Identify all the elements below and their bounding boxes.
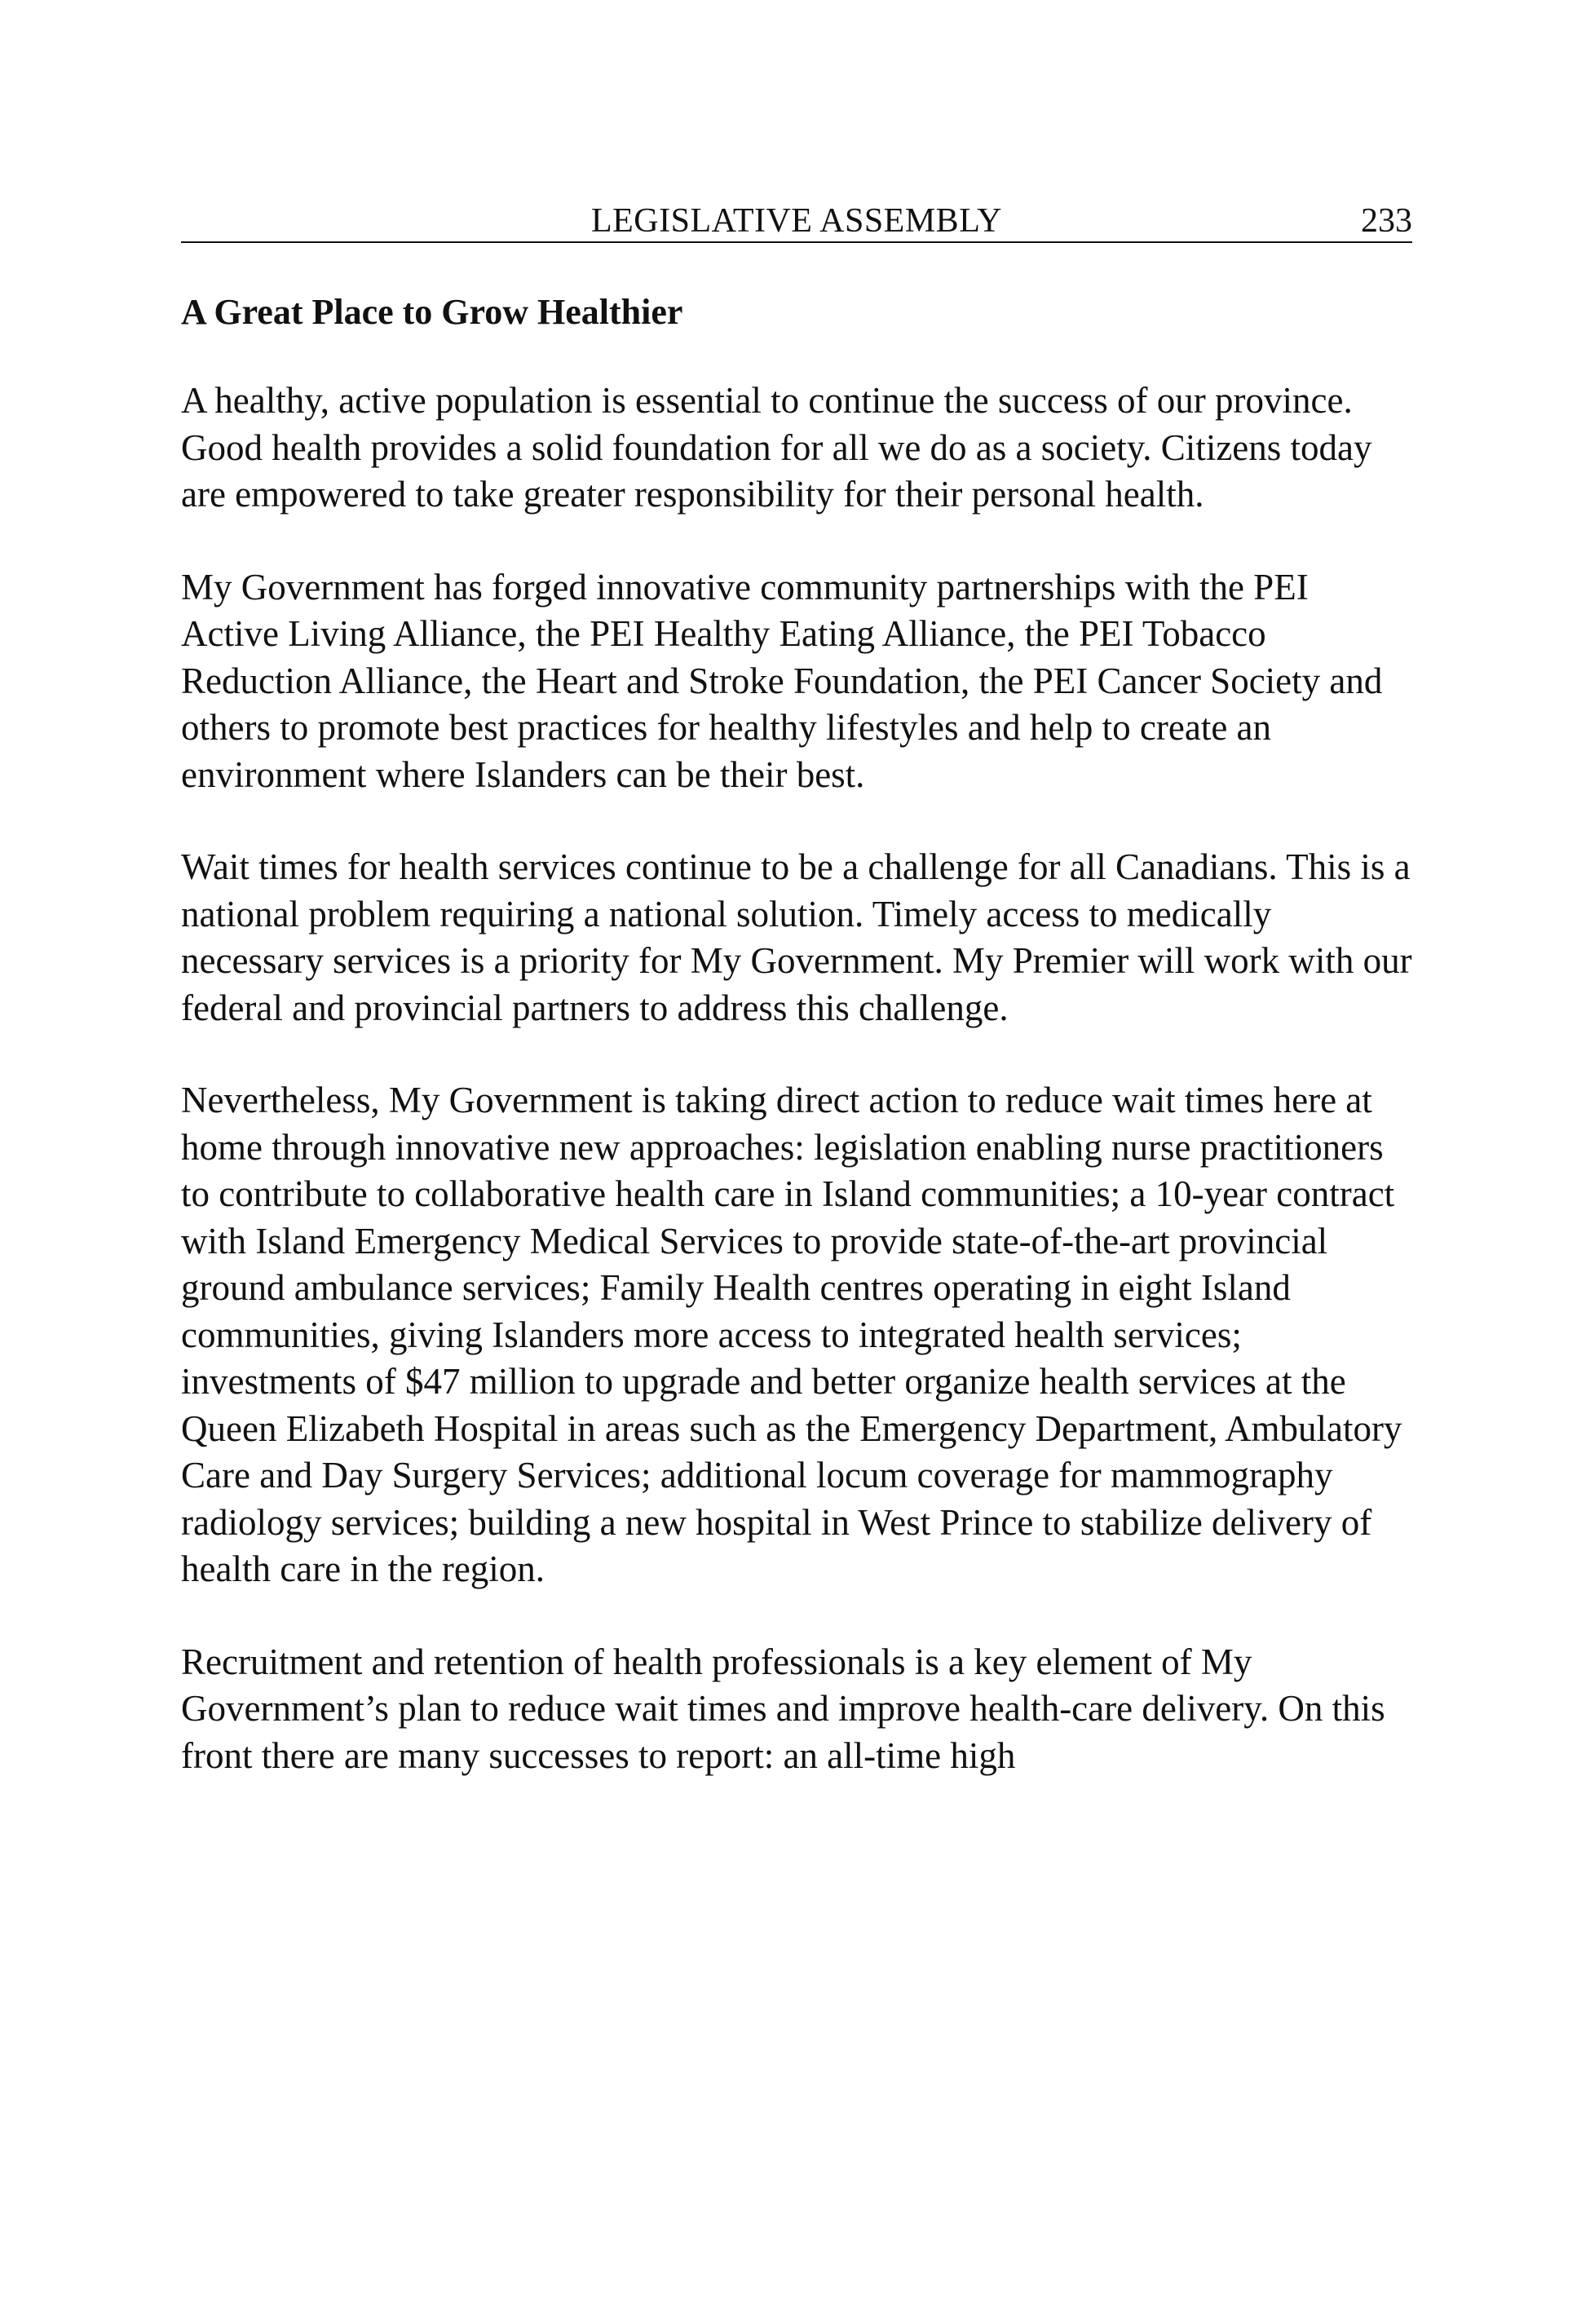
document-body (181, 289, 1412, 1825)
page-number: 233 (1361, 202, 1412, 240)
document-page (181, 0, 1412, 2324)
paragraph: Nevertheless, My Government is taking direct action to reduce wait times here at home through innovative new approaches: legislation enabling nurse practitioners to contribute to collaborative health care in Island communities; a 10-year contract with Island Emergency Medical Services to provide state-of-the-art provincial ground ambulance services; Family Health centres operating in eight Island communities, giving Islanders more access to integrated health services; investments of $47 million to upgrade and better organize health services at the Queen Elizabeth Hospital in areas such as the Emergency Department, Ambulatory Care and Day Surgery Services; additional locum coverage for mammography radiology services; building a new hospital in West Prince to stabilize delivery of health care in the region. (181, 1080, 1402, 1589)
running-header (181, 201, 1412, 243)
paragraph: Recruitment and retention of health professionals is a key element of My Government’s plan to reduce wait times and improve health-care delivery. On this front there are many successes to report: an all-time high (181, 1641, 1385, 1776)
paragraph: Wait times for health services continue to be a challenge for all Canadians. This is a national problem requiring a national solution. Timely access to medically necessary services is a priority for My Government. My Premier will work with our federal and provincial partners to address this challenge. (181, 846, 1412, 1028)
section-heading: A Great Place to Grow Healthier (181, 292, 683, 332)
paragraph: A healthy, active population is essential to continue the success of our province. Good health provides a solid foundation for all we do as a society. Citizens today are empowered to take greater responsibility for their personal health. (181, 380, 1372, 515)
paragraph: My Government has forged innovative community partnerships with the PEI Active Living Alliance, the PEI Healthy Eating Alliance, the PEI Tobacco Reduction Alliance, the Heart and Stroke Foundation, the PEI Cancer Society and others to promote best practices for healthy lifestyles and help to create an environment where Islanders can be their best. (181, 566, 1383, 795)
header-title: LEGISLATIVE ASSEMBLY (591, 202, 1002, 240)
